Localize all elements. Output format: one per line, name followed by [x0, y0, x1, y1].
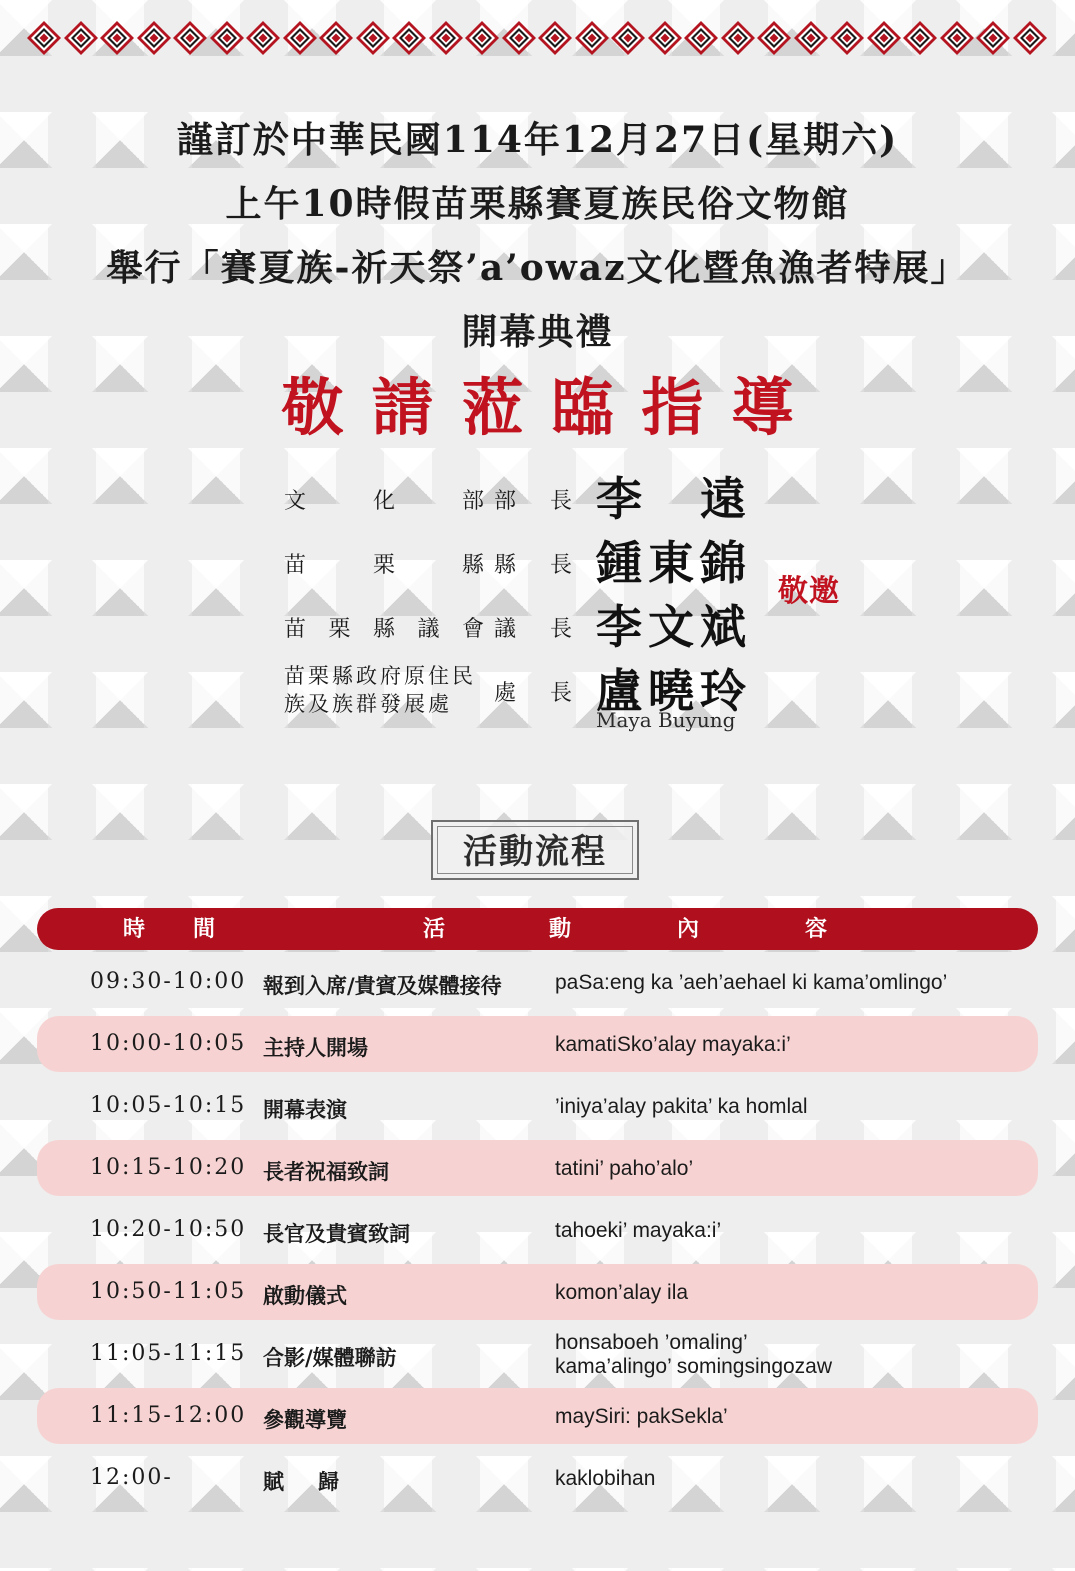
- table-row: [37, 1202, 1038, 1258]
- border-diamond-motif: [610, 20, 646, 56]
- border-diamond-motif: [464, 20, 500, 56]
- border-diamond-motif: [99, 20, 135, 56]
- border-diamond-motif: [574, 20, 610, 56]
- border-diamond-motif: [318, 20, 354, 56]
- official-name: [596, 470, 746, 528]
- border-diamond-motif: [939, 20, 975, 56]
- row-activity-saisiyat: maySiri: pakSekla’: [555, 1405, 728, 1428]
- name-char: 盧: [596, 664, 642, 718]
- official-title-char: 長: [550, 617, 573, 642]
- border-diamond-motif: [793, 20, 829, 56]
- row-activity-zh: 主持人開場: [263, 1035, 368, 1060]
- border-diamond-motif: [647, 20, 683, 56]
- official-name: [596, 534, 746, 592]
- row-activity-saisiyat: honsaboeh ’omaling’ kama’alingo’ somingsingozaw: [555, 1331, 833, 1378]
- row-activity-zh: 開幕表演: [263, 1097, 347, 1122]
- org-char: 栗: [372, 553, 395, 578]
- border-diamond-motif: [537, 20, 573, 56]
- table-row: [37, 954, 1038, 1010]
- row-activity-saisiyat: kaklobihan: [555, 1467, 656, 1490]
- official-title-char: 處: [494, 681, 517, 706]
- org-char: 苗: [284, 617, 307, 642]
- row-activity-saisiyat: komon’alay ila: [555, 1281, 689, 1304]
- name-char: 斌: [700, 600, 746, 654]
- border-diamond-motif: [282, 20, 318, 56]
- official-org: [284, 548, 484, 579]
- row-activity-saisiyat: paSa:eng ka ’aeh’aehael ki kama’omlingo’: [555, 971, 948, 994]
- org-line: 族及族群發展處: [284, 692, 452, 716]
- row-time: 10:20-10:50: [90, 1217, 247, 1242]
- table-row: [37, 1450, 1038, 1506]
- row-time: 12:00-: [90, 1465, 173, 1490]
- row-activity-saisiyat: kamatiSko’alay mayaka:i’: [555, 1033, 791, 1056]
- border-diamond-motif: [756, 20, 792, 56]
- border-diamond-motif: [209, 20, 245, 56]
- heading-venue-line: 上午10時假苗栗縣賽夏族民俗文物館: [225, 183, 850, 225]
- jingyao-label: 敬邀: [778, 574, 840, 609]
- header-content-char: 容: [805, 916, 828, 942]
- row-activity-saisiyat: tahoeki’ mayaka:i’: [555, 1219, 722, 1242]
- official-org: [284, 484, 484, 515]
- schedule-header: [37, 908, 1038, 950]
- border-diamond-motif: [136, 20, 172, 56]
- border-diamond-motif: [428, 20, 464, 56]
- official-title-char: 長: [550, 489, 573, 514]
- program-title-box: [431, 820, 639, 880]
- row-time: 11:05-11:15: [90, 1341, 247, 1366]
- table-row: [37, 1388, 1038, 1444]
- header-time-char: 間: [193, 916, 216, 942]
- org-char: 苗: [284, 553, 307, 578]
- invitation-heading: [0, 108, 1075, 364]
- table-row: [37, 1016, 1038, 1072]
- decorative-diamond-border: [26, 20, 1048, 56]
- official-org: [284, 662, 484, 718]
- table-row: [37, 1326, 1038, 1382]
- border-diamond-motif: [866, 20, 902, 56]
- org-char: 化: [372, 489, 395, 514]
- table-row: [37, 1078, 1038, 1134]
- name-char: 遠: [700, 472, 746, 526]
- row-activity-zh: 參觀導覽: [263, 1407, 347, 1432]
- border-diamond-motif: [26, 20, 62, 56]
- header-content-char: 活: [423, 916, 446, 942]
- invite-title: 敬請蒞臨指導: [281, 371, 822, 444]
- row-time: 10:15-10:20: [90, 1155, 247, 1180]
- border-diamond-motif: [172, 20, 208, 56]
- org-line: 苗栗縣政府原住民: [284, 664, 476, 688]
- border-diamond-motif: [720, 20, 756, 56]
- row-activity-zh: 長者祝福致詞: [263, 1159, 389, 1184]
- row-activity-zh: 啟動儀式: [263, 1283, 347, 1308]
- border-diamond-motif: [1012, 20, 1048, 56]
- border-diamond-motif: [391, 20, 427, 56]
- name-char: 李: [596, 472, 642, 526]
- org-char: 會: [461, 617, 484, 642]
- border-diamond-motif: [501, 20, 537, 56]
- official-row: [284, 662, 844, 726]
- row-activity-zh: 長官及貴賓致詞: [263, 1221, 410, 1246]
- official-title-char: 縣: [494, 553, 517, 578]
- row-time: 10:05-10:15: [90, 1093, 247, 1118]
- official-org: [284, 612, 484, 643]
- name-char: 錦: [700, 536, 746, 590]
- row-activity-zh: 報到入席/貴賓及媒體接待: [263, 973, 502, 998]
- row-time: 10:50-11:05: [90, 1279, 247, 1304]
- official-title-char: 長: [550, 681, 573, 706]
- row-activity-zh: 合影/媒體聯訪: [263, 1345, 397, 1370]
- name-char: 李: [596, 600, 642, 654]
- official-name: [596, 598, 746, 656]
- official-title-char: 議: [494, 617, 517, 642]
- header-content-char: 動: [549, 916, 572, 942]
- header-content-char: 內: [677, 916, 700, 942]
- border-diamond-motif: [63, 20, 99, 56]
- table-row: [37, 1264, 1038, 1320]
- heading-event-line: 舉行「賽夏族-祈天祭’a’owaz文化暨魚漁者特展」: [106, 247, 969, 289]
- name-char: 東: [648, 536, 694, 590]
- row-activity-saisiyat: tatini’ paho’alo’: [555, 1157, 694, 1180]
- org-char: 縣: [372, 617, 395, 642]
- name-char: 文: [648, 600, 694, 654]
- row-time: 10:00-10:05: [90, 1031, 247, 1056]
- official-row: [284, 470, 844, 534]
- official-title-char: 部: [494, 489, 517, 514]
- officials-list: [284, 470, 844, 732]
- border-diamond-motif: [975, 20, 1011, 56]
- schedule-table: [37, 954, 1038, 1512]
- border-diamond-motif: [245, 20, 281, 56]
- official-row: [284, 598, 844, 662]
- row-time: 11:15-12:00: [90, 1403, 247, 1428]
- row-time: 09:30-10:00: [90, 969, 247, 994]
- name-char: 鍾: [596, 536, 642, 590]
- row-activity-zh: 賦歸: [263, 1469, 373, 1494]
- name-char: 曉: [648, 664, 694, 718]
- org-char: 文: [284, 489, 307, 514]
- program-title: 活動流程: [437, 826, 633, 874]
- border-diamond-motif: [829, 20, 865, 56]
- border-diamond-motif: [683, 20, 719, 56]
- official-romanized-name: Maya Buyung: [596, 708, 736, 732]
- heading-date-line: 謹訂於中華民國114年12月27日(星期六): [176, 119, 899, 161]
- header-time-char: 時: [123, 916, 146, 942]
- official-row: [284, 534, 844, 598]
- org-char: 縣: [461, 553, 484, 578]
- official-title-char: 長: [550, 553, 573, 578]
- org-char: 部: [461, 489, 484, 514]
- table-row: [37, 1140, 1038, 1196]
- org-char: 栗: [328, 617, 351, 642]
- border-diamond-motif: [902, 20, 938, 56]
- org-char: 議: [417, 617, 440, 642]
- border-diamond-motif: [355, 20, 391, 56]
- row-activity-saisiyat: ’iniya’alay pakita’ ka homlal: [555, 1095, 808, 1118]
- name-char: 玲: [700, 664, 746, 718]
- heading-ceremony-line: 開幕典禮: [461, 311, 614, 353]
